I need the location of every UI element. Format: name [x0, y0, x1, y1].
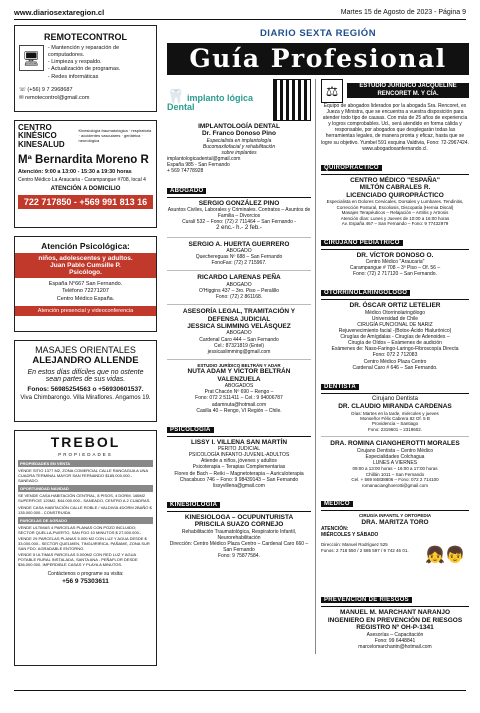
psico-ad-phone: Teléfono 72271207: [62, 288, 109, 295]
remotecontrol-email: ✉ remotecontrol@gmail.com: [19, 94, 90, 101]
trebol-listing: SE VENDE CASA HABITACIÓN CENTRAL, 8 PISOS, 4 DORM. 166M2 SUPERFICIE 120M2, $44.000.000.- SANEADO, CENTRO A 2 CUADRAS.: [18, 493, 151, 504]
psico-ad-address: España N°667 San Fernando.: [48, 281, 123, 287]
listing-address: Cardenal Caro 444 – San Fernando: [199, 336, 279, 343]
qr-code-icon[interactable]: [273, 79, 311, 121]
listing-phone: Fono: 9 75877584.: [218, 553, 260, 560]
listing-title: IMPLANTOLOGÍA DENTAL: [198, 123, 280, 130]
masajes-slogan: En estos días difíciles que no ostente sean partes de sus vidas.: [27, 369, 144, 383]
listing-name: SERGIO GONZÁLEZ PINO: [198, 199, 280, 207]
listing-spec: Especialista en implantología: [206, 137, 272, 144]
listing-address: Monseñor Félix Cabrera 82 Of. 5 B: [360, 416, 430, 421]
listing-phone: Cel. + 569 84838806 – Fono: 072 2 714100: [351, 477, 439, 483]
trebol-heading: PARCELAS DE AGRADO: [18, 517, 153, 524]
otorrino-listing: [321, 302, 469, 370]
masajes-title: MASAJES ORIENTALES: [35, 345, 136, 355]
remotecontrol-line: - Mantención y reparación de computadores.: [47, 45, 120, 59]
listing-desc: Especialista en Dolores Cervicales, Dorsales y Lumbares. Tendinitis, Corrección Postural, Escoliosis, Discopatía (Hernia Discal): [326, 199, 464, 210]
psico-ad-center: Centro Médico España.: [56, 295, 115, 302]
kinesalud-logo: CENTRO KINÉSICO KINESALUD: [18, 123, 65, 149]
kinesalud-hours: Atención: 9:00 a 13:00 - 15:30 a 19:30 horas: [18, 169, 132, 176]
kinesiologia-listing: [167, 514, 311, 559]
quiro-listing: [321, 177, 469, 227]
listing-address: Providencia – Santiago: [371, 421, 419, 427]
masajes-phones: Fonos: 56985254563 o +56930601537.: [27, 386, 144, 393]
tooth-icon: 🦷: [167, 87, 185, 104]
trebol-phone[interactable]: +56 9 75303611: [62, 578, 109, 586]
section-label-psicologia: PSICOLOGÍA: [167, 427, 214, 433]
listing-address: O'Higgins 437 – 3ro. Piso – Peralillo: [199, 287, 279, 294]
listing-phone: Cel.: 87321819 (Entel): [213, 342, 265, 349]
listing-spec: Especialidades Colchagua: [365, 454, 425, 461]
listing-phone: Fono: (72) 2 861168.: [215, 293, 263, 300]
listing-phone: Fonos: 2 718 550 / 2 585 597 / 9 742 46 01.: [321, 547, 409, 553]
listing-address: Prat Chacón Nº 690 – Rengo –: [204, 389, 274, 396]
listing-address: Curalí 532 – Fono: (72) 2 711464 – San Fernando -: [182, 219, 296, 226]
listing-desc: Atiende a niños, jóvenes y adultos: [201, 458, 277, 465]
kinesalud-name: Mª Bernardita Moreno R: [18, 154, 149, 167]
dentista-listing: [321, 396, 469, 433]
listing-name: PRISCILA SUAZO CORNEJO: [194, 521, 284, 529]
listing-spec: sobre implantes: [221, 150, 257, 157]
dentista-listing: [321, 440, 469, 488]
listing-name: MILTÓN CABRALES R.: [359, 184, 431, 192]
trebol-listing: VENDE CASA HABITACIÓN CALLE ROBLE / VALDIVIA 4DORM 2BAÑO $ 135.000.000.- CONSTRUIDA: [18, 505, 152, 516]
listing-name: RICARDO LARENAS PEÑA: [197, 274, 281, 282]
kinesalud-home: ATENCIÓN A DOMICILIO: [50, 186, 121, 193]
computer-icon: 🖥: [19, 45, 44, 71]
scales-of-justice-icon: ⚖: [321, 79, 343, 103]
left-ads-column: [14, 25, 157, 674]
section-banner: Guía Profesional: [167, 43, 469, 75]
listing-desc: Rejuvenecimiento facial -(Botox-Ácido Hialurónico): [338, 328, 452, 335]
listing-title: KINESIOLOGA – OCUPUNTURISTA: [184, 513, 294, 521]
listing-name: DR. CLAUDIO MIRANDA CARDENAS: [338, 403, 452, 411]
pediatrico-listing: [321, 252, 469, 278]
listing-name: DRA. ROMINA CIANGHEROTTI MORALES: [330, 440, 460, 448]
kinesalud-tagline: Kinesiología traumatológica · respiratoria · accidentes vasculares · geriátrica · neurológica: [78, 128, 152, 143]
psico-ad-role: Psicólogo.: [69, 269, 102, 276]
section-label-quiropractico: QUIROPRÁCTICO: [321, 165, 382, 171]
listing-phone: + 569 74778928: [167, 168, 204, 175]
prevencion-listing: [321, 609, 469, 650]
listing-desc: Cirugía de Oídos – Exámenes de audición: [348, 340, 442, 347]
paper-header: DIARIO SEXTA REGIÓN: [259, 28, 377, 39]
implant-logo-row: [167, 79, 311, 121]
listing-email[interactable]: implantologicadental@gmail.com: [167, 156, 241, 163]
listings-column-1: [167, 79, 316, 654]
listing-att: ATENCIÓN:: [321, 526, 349, 533]
listing-phone: Fono: 072 2 511411 – Cel.: 9 94006787: [195, 395, 283, 402]
listing-name: MANUEL M. MARCHANT NARANJO: [339, 609, 450, 617]
estudio-listing: [321, 103, 469, 152]
kinesalud-phones: 722 717850 - +569 991 813 16: [18, 195, 153, 209]
listing-name: DR. ÓSCAR ORTIZ LETELIER: [349, 302, 441, 310]
remotecontrol-line: - Limpieza y respaldo.: [47, 59, 102, 66]
psico-ad-name: Juan Pablo Cumsille P.: [50, 262, 121, 269]
listing-desc: Equipo de abogados liderados por la abogada Sra. Rencoret, ex Jueza y Ministra, que se encuentra a vuestra disposición para atender todo tipo de causas. Con más de 25 años de experiencia y logros comprobables. Ud., será atendido en forma cálida y responsable, por abogados que desplegarán todas las herramientas legales, de manera pronta y eficaz, hasta que se logre su objetivo. Yumbel 591 esquina Valdivia, Fono: 72-2967424.: [321, 103, 469, 146]
listing-desc: Exámenes de: Naso-Faringo-Laringo-Fibroscopía Directa: [331, 346, 459, 353]
trebol-sub: PROPIEDADES: [58, 451, 113, 457]
top-divider: [14, 19, 466, 20]
top-bar: [14, 6, 466, 18]
listing-name: SERGIO A. HUERTA GUERRERO: [188, 240, 290, 248]
listing-phone: Fono: 2319601 – 2319602.: [367, 426, 423, 432]
listing-email[interactable]: romanacianghoerotti@gmail.com: [361, 482, 429, 488]
listing-address: Dirección: Centro Médico Plaza Centro – Cardenal Caro 660 – San Fernando: [169, 540, 309, 554]
listings-column-2: [316, 79, 469, 654]
listing-role: Cirujano Dentista – Centro Médico: [356, 447, 434, 454]
listing-role: Médico Otorrinolaringólogo: [364, 309, 426, 316]
listing-spec: CIRUGÍA FUNCIONAL DE NARIZ: [357, 321, 433, 328]
remotecontrol-line: - Redes informáticas: [47, 73, 99, 80]
listing-days: MIÉRCOLES Y SÁBADO: [321, 532, 379, 539]
listing-uni: Universidad de Chile: [371, 315, 419, 322]
psico-ad-title: Atención Psicológica:: [41, 241, 130, 251]
main-column: [167, 25, 469, 650]
listing-hours: Días: Martes en la tarde, miércoles y jueves: [351, 410, 439, 416]
listing-center: Centro Médico Plaza Centro: [363, 358, 427, 365]
abogado-listing: [167, 200, 311, 233]
kinesalud-address: Centro Médico La Araucaria - Carampangue #708, local 4: [18, 177, 146, 184]
listing-address: Quechereguas Nº 688 – San Fernando: [195, 254, 283, 261]
listing-name: Dr. Franco Donoso Pino: [201, 130, 277, 138]
listing-title: INGENIERO EN PREVENCIÓN DE RIESGOS: [327, 616, 463, 624]
implant-listing: [167, 123, 311, 175]
listing-spec: Bucomaxilofacial y rehabilitación: [202, 144, 276, 151]
listing-address: Chillán 1011 – San Fernando: [365, 471, 425, 477]
listing-name: LISSY I. VILLENA SAN MARTÍN: [190, 438, 288, 446]
trebol-listing: VENDE ULTIMAS 4 PARCELAS PLANAS CON POZO INCLUIDO; SECTOR QUELLA-PUERTO, SAN FDO 10 MINUTOS $ 27.500.000.-: [18, 525, 142, 536]
trebol-listing: VENDE 29 PARCELAS PLANAS 5.000 M2 CON LUZ Y AGUA DESDE $ 33.000.000.- SECTOR QUELMEN, TINGUIRIRICA, PAÑAME, ZONA SUR SAN FDO. AGRADABLE ENTORNO.: [18, 536, 150, 552]
listing-phone: FonoFax: (72) 2 715967.: [211, 260, 267, 267]
estudio-header: [321, 79, 469, 103]
listing-email[interactable]: jessicaslimming@gmail.com: [207, 348, 271, 355]
listing-role: ABOGADOS: [224, 383, 254, 390]
estudio-title: ESTUDIO JURÍDICO JACQUELINE RENCORET M. Y CÍA.: [347, 83, 469, 98]
listing-role: ABOGADO: [226, 281, 252, 288]
section-label-medico: MÉDICO: [321, 501, 353, 507]
trebol-heading: OPORTUNIDAD NAVIDAD: [18, 485, 153, 492]
section-label-otorrino: OTORRINOLARINGÓLOGO: [321, 290, 410, 296]
listing-desc: Cirugías de Amígdalas - Cirugías de Adenoides –: [340, 334, 450, 341]
section-label-dentista: DENTISTA: [321, 384, 359, 390]
listing-desc: Masajes Terapéuticos – Relajación – Artritis y Artrosis: [341, 210, 449, 216]
listing-desc: Rehabilitación Traumatológica, Respiratorio Infantil, Neurorehabilitación: [181, 528, 297, 541]
listing-center: CENTRO MÉDICO "ESPAÑA": [350, 176, 440, 184]
listing-title: ASESORÍA LEGAL, TRAMITACIÓN Y DEFENSA JUDICIAL: [182, 308, 296, 323]
listing-address: España 985 - San Fernando: [167, 162, 230, 169]
listing-registry: REGISTRO Nº OH-P-1341: [356, 624, 434, 632]
implant-logo: 🦷 implanto lógica Dental: [167, 87, 253, 112]
listing-desc: Flores de Bach – Reiki – Magnetoterapia – Auriculoterapia: [174, 470, 304, 477]
masajes-ad: [14, 340, 157, 422]
listing-email[interactable]: adamnuta@hotmail.com: [211, 401, 267, 408]
abogado-listing: [167, 241, 311, 267]
remotecontrol-line: - Actualización de programas.: [47, 66, 121, 73]
kinesalud-ad: [14, 120, 157, 228]
page-date: Martes 15 de Agosto de 2023 - Página 9: [340, 8, 466, 16]
listing-address: Chacabuco 746 – Fono: 9 98439143 – San Fernando: [179, 476, 299, 483]
abogado-listing: [167, 363, 311, 414]
section-label-kinesiologia: KINESIOLOGÍA: [167, 502, 220, 508]
listing-desc: Asesorías – Capacitación: [366, 631, 424, 638]
listing-hours: 09:00 a 13:00 horas – 16:00 a 17:00 horas: [352, 466, 438, 472]
listing-name: NUTA ADAM Y VÍCTOR BELTRÁN VALENZUELA: [187, 368, 291, 383]
listing-center: Centro Médico "Araucaria": [365, 259, 425, 266]
listing-hours: Atención días: Lunes y Jueves de 10:00 a 16:00 horas: [340, 215, 450, 221]
section-label-abogado: ABOGADO: [167, 188, 206, 194]
section-label-cirujano-pediatrico: CIRUJANO PEDIÁTRICO: [321, 240, 403, 246]
listing-phone: Fono: 99 6448841: [374, 637, 416, 644]
listing-days: LUNES A VIERNES: [372, 460, 418, 467]
bottom-divider: [14, 690, 466, 691]
remotecontrol-phone: ☏ (+56) 9 7 2968687: [19, 86, 73, 93]
listing-title: ESTUDIO JURÍDICO BELTRÁN Y ADAR: [197, 362, 281, 368]
abogado-listing: [167, 308, 311, 355]
listing-email[interactable]: lissyvillena@gmail.com: [213, 482, 265, 489]
psico-ad-subtitle: niños, adolescentes y adultos.: [38, 255, 133, 262]
trebol-listing: VENDE 5 ULTIMAS PARCELAS 5.000M2 CON RED LUZ Y AGUA POTABLE RURAL INSTALADA, SANTA ANA - PEÑAFLOR DESDE $36.000.000. IMPERDIBLE CASAS Y PLAYA A MINUTOS.: [18, 552, 138, 568]
listing-role: ABOGADO: [226, 330, 252, 337]
listing-name: JESSICA SLIMMING VELÁSQUEZ: [187, 323, 291, 330]
trebol-logo: TREBOL: [50, 434, 121, 450]
listing-spec: CIRUGÍA INFANTIL Y ORTOPEDIA: [358, 513, 432, 519]
listing-desc: Asuntos Civiles, Laborales y Criminales. Contratos – Asuntos de Familia – Divorcios: [167, 206, 311, 220]
remotecontrol-logo: REMOTECONTROL: [44, 32, 127, 42]
listing-email[interactable]: marcelomarchantn@hotmail.com: [358, 643, 432, 650]
listing-spec: PSICOLOGÍA INFANTO-JUVENIL-ADULTOS: [188, 452, 290, 459]
trebol-contact: Contáctenos o programe su visita:: [47, 571, 124, 578]
listing-role: Cirujano Dentista: [371, 395, 419, 402]
trebol-ad: [14, 430, 157, 666]
abogado-listing: [167, 274, 311, 300]
listing-name: DR. VÍCTOR DONOSO O.: [356, 251, 434, 259]
listing-role: ABOGADO: [226, 248, 252, 255]
trebol-heading: PROPIEDADES EN VENTA: [18, 460, 153, 467]
listing-address: Cardenal Caro # 646 – San Fernando.: [352, 364, 438, 371]
psico-ad-footer: Atención presencial y videoconferencia: [15, 306, 156, 316]
listing-website[interactable]: www.abogadosanfernando.cl.: [362, 145, 428, 152]
listing-address: Casilla 40 – Rengo, VI Región – Chile.: [196, 407, 282, 414]
listing-address: Av. España 467 – San Fernando – Fono: 9 77432979: [341, 221, 449, 227]
listing-phone: Fono: 072 2 712083: [372, 352, 418, 359]
masajes-name: ALEJANDRO ALLENDE: [32, 355, 139, 366]
listing-hours: 2 enc.- h.- 2 feb.-: [216, 225, 262, 232]
section-label-prevencion: PREVENCIÓN DE RIESGOS: [321, 597, 412, 603]
listing-phone: Fono: (72) 2 717120 – San Fernando.: [353, 271, 437, 278]
remotecontrol-ad: [14, 25, 157, 112]
listing-role: PERITO JUDICIAL: [217, 446, 261, 453]
masajes-address: Viva Chimbarongo. Villa Miraflores. Angamos 19.: [20, 395, 151, 401]
children-illustration-icon: 👧👦: [425, 547, 465, 565]
site-url[interactable]: www.diariosextaregion.cl: [14, 7, 105, 17]
listing-desc: Psicoterapia – Terapias Complementarias: [192, 464, 286, 471]
psicologia-listing: [167, 439, 311, 489]
trebol-listing: VENDE SITIO 1377 M2, ZONA COMERCIAL CALLE RANCAGUA A UNA CUADRA TERMINAL MAYOR SAN FERNANDO $185.000.000.- SANEADO.: [18, 468, 148, 484]
listing-address: Dirección: Manuel Rodríguez 525: [321, 542, 388, 548]
psico-ad: [14, 236, 157, 332]
medico-listing: [321, 513, 469, 584]
listing-name: DRA. MARITZA TORO: [361, 518, 429, 526]
listing-address: Carampangue # 708 – 3º Piso – Of. 56 –: [349, 265, 441, 272]
listing-title: LICENCIADO QUIROPRÁCTICO: [346, 191, 444, 199]
